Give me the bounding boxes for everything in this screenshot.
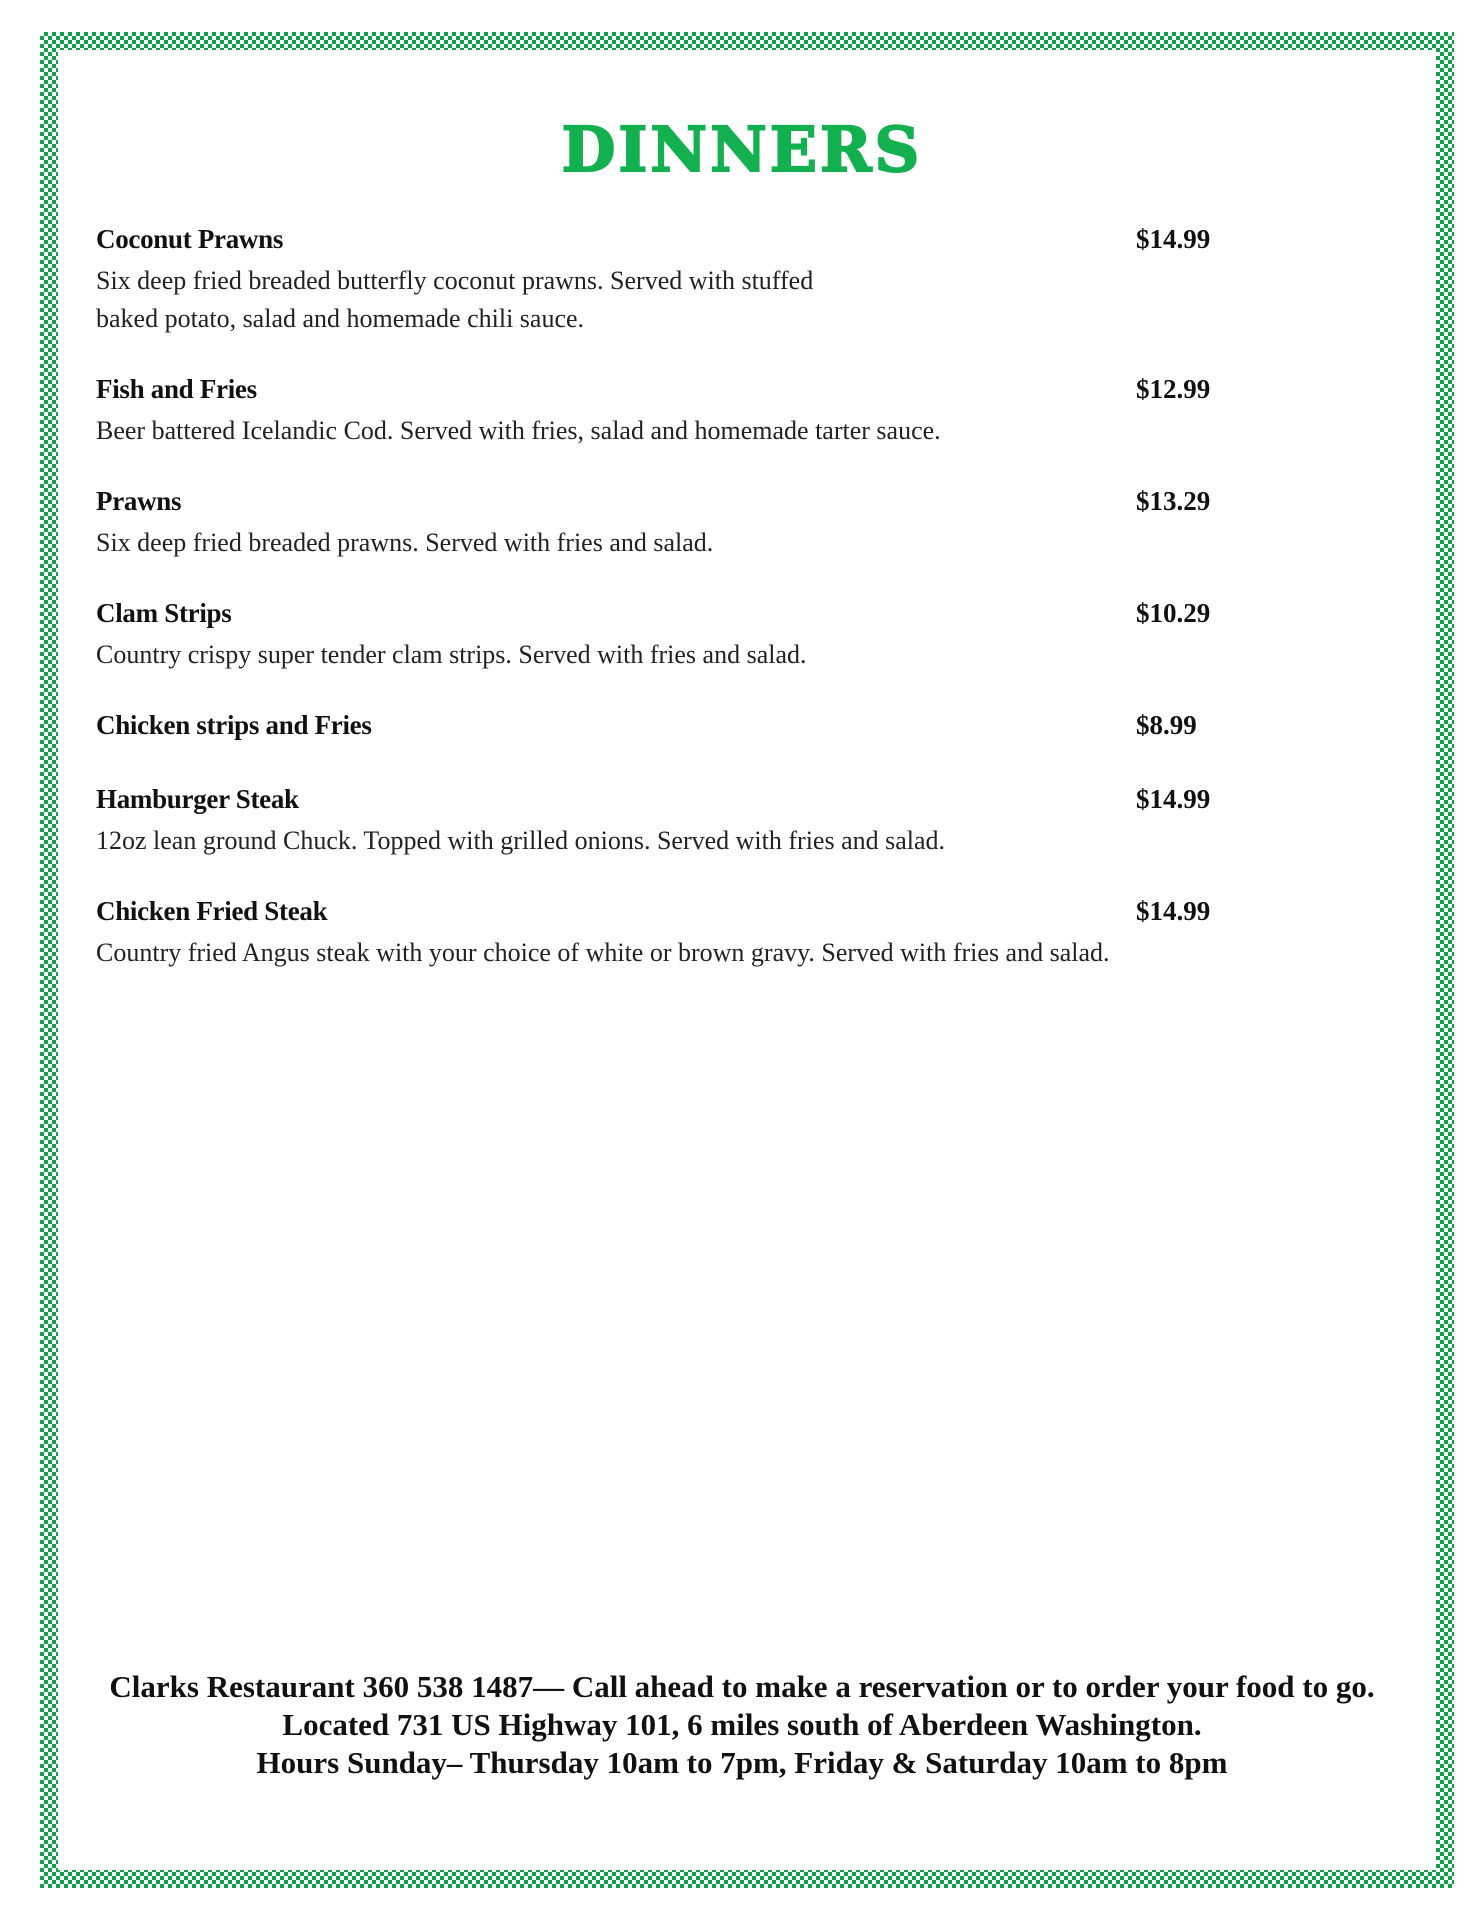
menu-item-name: Clam Strips	[96, 598, 232, 628]
menu-item-name: Hamburger Steak	[96, 784, 299, 814]
menu-item-description	[96, 262, 1216, 338]
menu-item-description	[96, 412, 1216, 450]
menu-item-price: $12.99	[1136, 374, 1211, 404]
menu-item-price: $10.29	[1136, 598, 1211, 628]
menu-item-description	[96, 636, 1216, 674]
menu-item-header	[96, 224, 1216, 262]
description-line: baked potato, salad and homemade chili sauce.	[96, 304, 585, 333]
menu-list	[96, 224, 1216, 1008]
menu-item	[96, 224, 1216, 338]
menu-item-name: Coconut Prawns	[96, 224, 284, 254]
menu-item-header	[96, 710, 1216, 748]
menu-item	[96, 784, 1216, 860]
description-line: Six deep fried breaded prawns. Served with fries and salad.	[96, 528, 714, 557]
description-line: Beer battered Icelandic Cod. Served with fries, salad and homemade tarter sauce.	[96, 416, 941, 445]
description-line: Six deep fried breaded butterfly coconut prawns. Served with stuffed	[96, 266, 814, 295]
menu-item-name: Prawns	[96, 486, 182, 516]
menu-item-header	[96, 374, 1216, 412]
menu-item-price: $8.99	[1136, 710, 1197, 740]
description-line: 12oz lean ground Chuck. Topped with grilled onions. Served with fries and salad.	[96, 826, 946, 855]
menu-item-name: Chicken Fried Steak	[96, 896, 328, 926]
menu-item-name: Fish and Fries	[96, 374, 257, 404]
menu-item	[96, 374, 1216, 450]
footer-line: Located 731 US Highway 101, 6 miles south of Aberdeen Washington.	[282, 1707, 1202, 1742]
menu-item-header	[96, 598, 1216, 636]
menu-item-price: $14.99	[1136, 224, 1211, 254]
menu-item-header	[96, 486, 1216, 524]
restaurant-info	[0, 1668, 1484, 1782]
page-title: DINNERS	[561, 113, 923, 186]
footer-line: Hours Sunday– Thursday 10am to 7pm, Friday & Saturday 10am to 8pm	[256, 1745, 1228, 1780]
menu-item	[96, 486, 1216, 562]
footer-line: Clarks Restaurant 360 538 1487— Call ahead to make a reservation or to order your food to go.	[109, 1669, 1375, 1704]
menu-item-description	[96, 524, 1216, 562]
menu-item-description	[96, 934, 1216, 972]
menu-item	[96, 598, 1216, 674]
description-line: Country crispy super tender clam strips. Served with fries and salad.	[96, 640, 807, 669]
menu-item	[96, 896, 1216, 972]
menu-item-header	[96, 896, 1216, 934]
description-line: Country fried Angus steak with your choice of white or brown gravy. Served with fries and salad.	[96, 938, 1110, 967]
menu-item	[96, 710, 1216, 748]
menu-item-price: $14.99	[1136, 896, 1211, 926]
menu-item-name: Chicken strips and Fries	[96, 710, 372, 740]
menu-item-price: $13.29	[1136, 486, 1211, 516]
menu-item-header	[96, 784, 1216, 822]
menu-item-description	[96, 822, 1216, 860]
menu-item-price: $14.99	[1136, 784, 1211, 814]
